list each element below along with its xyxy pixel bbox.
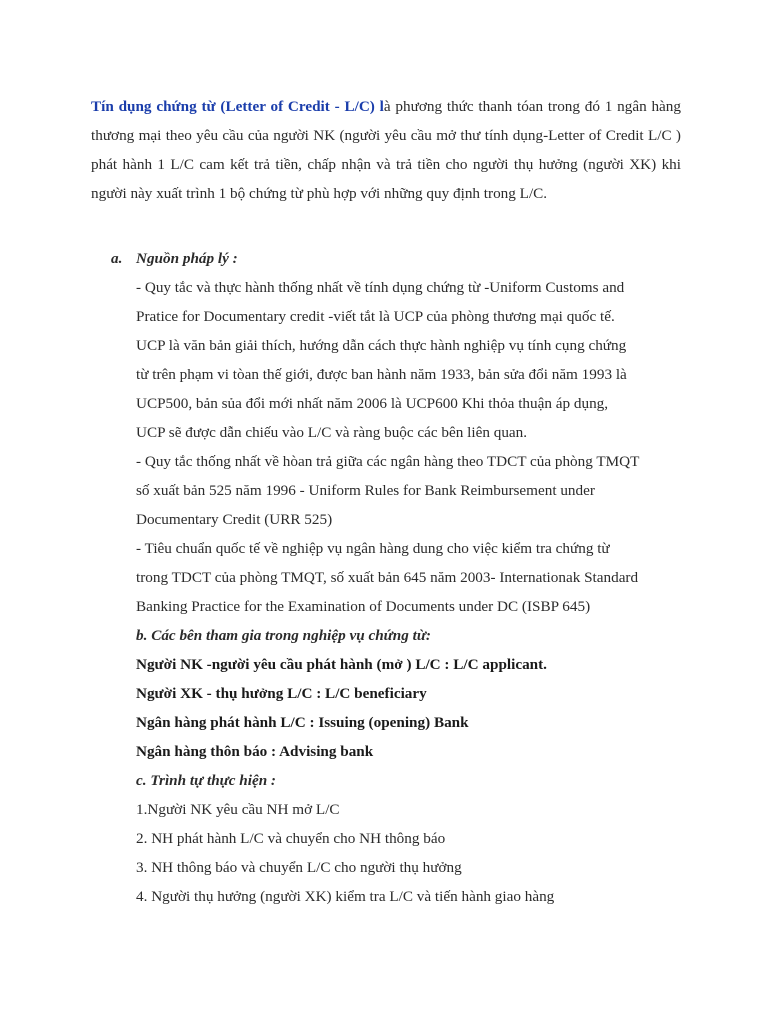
section-b-title: b. Các bên tham gia trong nghiệp vụ chứng từ: (136, 627, 431, 644)
section-a-line: Banking Practice for the Examination of Documents under DC (ISBP 645) (136, 598, 591, 615)
section-a-line: Pratice for Documentary credit -viết tắt là UCP của phòng thương mại quốc tế. (136, 308, 615, 325)
section-b-line: Ngân hàng phát hành L/C : Issuing (opening) Bank (136, 714, 469, 731)
section-a-line: UCP là văn bản giải thích, hướng dẫn cách thực hành nghiệp vụ tính cụng chứng (136, 337, 627, 354)
section-c-step: 1.Người NK yêu cầu NH mở L/C (136, 801, 340, 818)
section-a-line: Documentary Credit (URR 525) (136, 511, 333, 528)
section-a-line: UCP sẽ được dẫn chiếu vào L/C và ràng buộc các bên liên quan. (136, 424, 528, 441)
section-a-line: UCP500, bản sủa đổi mới nhất năm 2006 là UCP600 Khi thỏa thuận áp dụng, (136, 395, 609, 412)
section-a-marker: a. (111, 250, 123, 267)
letter-of-credit-term: Tín dụng chứng từ (Letter of Credit - L/C) l (91, 98, 384, 115)
intro-text: à phương thức thanh tóan trong đó 1 ngân hàng thương mại theo yêu cầu của người NK (người yêu cầu mở thư tính dụng-Letter of Credit L/C ) phát hành 1 L/C cam kết trả tiền, chấp nhận và trả tiền cho người thụ hưởng (người XK) khi người này xuất trình 1 bộ chứng từ phù hợp với những quy định trong L/C. (91, 98, 681, 202)
section-a-line: số xuất bản 525 năm 1996 - Uniform Rules for Bank Reimbursement under (136, 482, 595, 499)
intro-paragraph (91, 92, 681, 208)
section-c-step: 3. NH thông báo và chuyển L/C cho người thụ hưởng (136, 859, 462, 876)
section-a-line: - Quy tắc thống nhất về hòan trả giữa các ngân hàng theo TDCT của phòng TMQT (136, 453, 640, 470)
section-a-line: - Quy tắc và thực hành thống nhất về tính dụng chứng từ -Uniform Customs and (136, 279, 625, 296)
section-b-line: Người NK -người yêu cầu phát hành (mở ) L/C : L/C applicant. (136, 656, 547, 673)
section-a-title: Nguồn pháp lý : (136, 250, 238, 267)
section-b-line: Ngân hàng thôn báo : Advising bank (136, 743, 374, 760)
section-b-line: Người XK - thụ hưởng L/C : L/C beneficiary (136, 685, 427, 702)
section-a-line: - Tiêu chuẩn quốc tế về nghiệp vụ ngân hàng dung cho việc kiểm tra chứng từ (136, 540, 610, 557)
section-c-step: 2. NH phát hành L/C và chuyển cho NH thông báo (136, 830, 446, 847)
section-c-title: c. Trình tự thực hiện : (136, 772, 276, 789)
section-a-line: từ trên phạm vi tòan thế giới, được ban hành năm 1933, bản sửa đổi năm 1993 là (136, 366, 627, 383)
section-a-line: trong TDCT của phòng TMQT, số xuất bản 645 năm 2003- Internationak Standard (136, 569, 639, 586)
section-c-step: 4. Người thụ hưởng (người XK) kiểm tra L/C và tiến hành giao hàng (136, 888, 555, 905)
